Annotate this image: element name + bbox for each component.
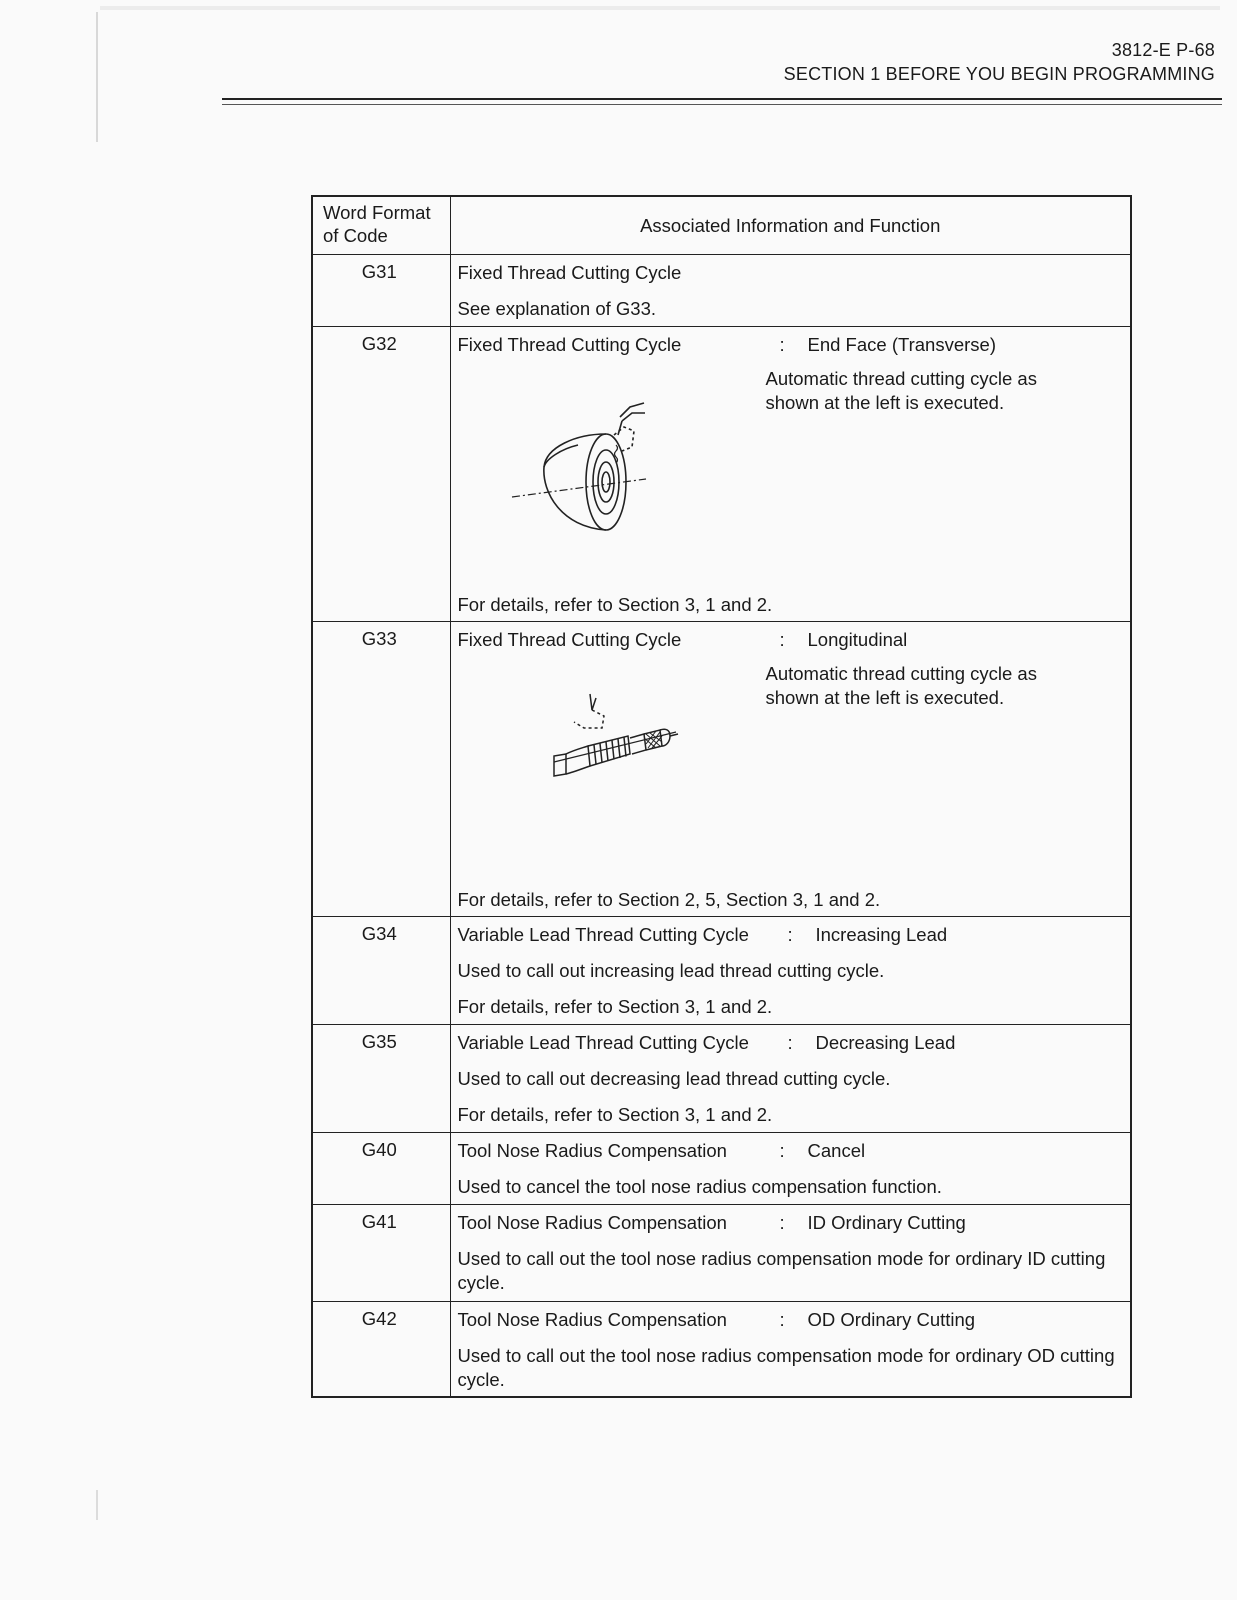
code-info: [450, 1302, 1131, 1398]
cycle-description: Automatic thread cutting cycle as shown at the left is executed.: [765, 368, 1037, 413]
info-line: Used to call out increasing lead thread cutting cycle.: [457, 960, 885, 981]
separator: :: [787, 1032, 793, 1053]
function-heading: [458, 1031, 1123, 1055]
table-row: [312, 1133, 1131, 1205]
info-line: Used to call out the tool nose radius compensation mode for ordinary OD cutting cycle.: [457, 1345, 1115, 1390]
column-header-word-format: Word Format of Code: [312, 196, 450, 255]
info-line: For details, refer to Section 2, 5, Section 3, 1 and 2.: [457, 889, 881, 910]
code-info: [450, 1205, 1131, 1302]
info-line: Used to call out decreasing lead thread cutting cycle.: [457, 1068, 891, 1089]
g-code: G41: [312, 1205, 450, 1302]
table-row: [312, 917, 1131, 1025]
function-mode: OD Ordinary Cutting: [807, 1309, 976, 1330]
longitudinal-thread-cutting-figure: [544, 690, 684, 790]
scan-shadow: [100, 6, 1220, 10]
function-title: Tool Nose Radius Compensation: [457, 1309, 727, 1330]
table-row: [312, 1205, 1131, 1302]
function-title: Fixed Thread Cutting Cycle: [457, 629, 682, 650]
info-line: Used to call out the tool nose radius compensation mode for ordinary ID cutting cycle.: [457, 1248, 1106, 1293]
header-rule: [222, 98, 1222, 105]
separator: :: [779, 334, 785, 355]
function-title: Tool Nose Radius Compensation: [457, 1140, 727, 1161]
function-title: Fixed Thread Cutting Cycle: [457, 262, 682, 283]
info-line: For details, refer to Section 3, 1 and 2.: [457, 1104, 773, 1125]
scan-edge-mark: [96, 1490, 98, 1520]
info-line: For details, refer to Section 3, 1 and 2.: [457, 594, 773, 615]
function-mode: End Face (Transverse): [807, 334, 996, 355]
function-title: Fixed Thread Cutting Cycle: [457, 334, 682, 355]
table-row: [312, 327, 1131, 622]
code-info: [450, 1025, 1131, 1133]
scan-edge-mark: [96, 12, 98, 142]
g-code: G31: [312, 255, 450, 327]
table-row: [312, 1302, 1131, 1398]
function-mode: Longitudinal: [807, 629, 908, 650]
section-title: SECTION 1 BEFORE YOU BEGIN PROGRAMMING: [783, 64, 1215, 84]
function-heading: [458, 1211, 1123, 1235]
function-heading: [458, 923, 1123, 947]
cycle-description: Automatic thread cutting cycle as shown at the left is executed.: [765, 663, 1037, 708]
table-row: [312, 255, 1131, 327]
g-code: G42: [312, 1302, 450, 1398]
separator: :: [779, 1140, 785, 1161]
code-info: [450, 327, 1131, 622]
function-title: Variable Lead Thread Cutting Cycle: [457, 924, 749, 945]
separator: :: [779, 629, 785, 650]
g-code-table: [311, 195, 1132, 1398]
separator: :: [779, 1309, 785, 1330]
code-info: [450, 1133, 1131, 1205]
function-heading: [458, 628, 1123, 652]
code-info: [450, 622, 1131, 917]
info-line: See explanation of G33.: [457, 298, 657, 319]
table-row: [312, 622, 1131, 917]
function-mode: Increasing Lead: [815, 924, 948, 945]
figure-block: [458, 369, 1123, 589]
table-header-row: [312, 196, 1131, 255]
g-code: G33: [312, 622, 450, 917]
function-mode: Cancel: [807, 1140, 866, 1161]
end-face-thread-cutting-figure: [506, 387, 656, 537]
function-title: Tool Nose Radius Compensation: [457, 1212, 727, 1233]
function-title: Variable Lead Thread Cutting Cycle: [457, 1032, 749, 1053]
function-heading: [458, 1308, 1123, 1332]
g-code: G40: [312, 1133, 450, 1205]
document-reference: 3812-E P-68: [1111, 40, 1215, 60]
g-code: G32: [312, 327, 450, 622]
page-header: [784, 38, 1215, 86]
figure-block: [458, 664, 1123, 884]
info-line: Used to cancel the tool nose radius compensation function.: [457, 1176, 942, 1197]
function-mode: Decreasing Lead: [815, 1032, 956, 1053]
info-line: For details, refer to Section 3, 1 and 2.: [457, 996, 773, 1017]
separator: :: [779, 1212, 785, 1233]
code-info: [450, 917, 1131, 1025]
separator: :: [787, 924, 793, 945]
table-row: [312, 1025, 1131, 1133]
g-code: G34: [312, 917, 450, 1025]
function-heading: [458, 333, 1123, 357]
code-info: [450, 255, 1131, 327]
function-heading: [458, 1139, 1123, 1163]
function-mode: ID Ordinary Cutting: [807, 1212, 966, 1233]
column-header-associated-info: Associated Information and Function: [450, 196, 1131, 255]
g-code: G35: [312, 1025, 450, 1133]
